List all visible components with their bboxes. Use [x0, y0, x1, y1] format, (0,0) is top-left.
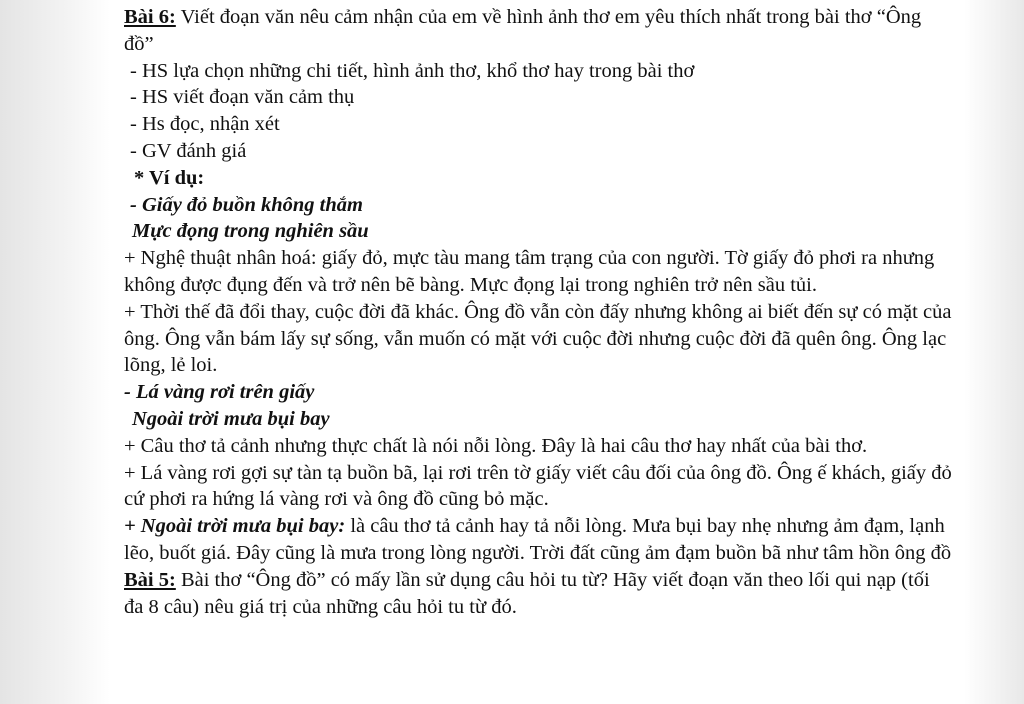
analysis-paragraph [124, 513, 954, 567]
analysis-paragraph: + Nghệ thuật nhân hoá: giấy đỏ, mực tàu mang tâm trạng của con người. Tờ giấy đỏ phơi ra nhưng không được đụng đến và trở nên bẽ bàng. Mực đọng lại trong nghiên trở nên sầu tủi. [124, 247, 935, 296]
page-shadow-left [0, 0, 110, 704]
verse-line: - Giấy đỏ buồn không thắm [130, 193, 363, 216]
verse-line: Ngoài trời mưa bụi bay [132, 407, 330, 430]
exercise-5-label: Bài 5: [124, 568, 176, 591]
exercise-6-label: Bài 6: [124, 6, 176, 28]
document-body [124, 4, 954, 620]
analysis-paragraph: + Câu thơ tả cảnh nhưng thực chất là nói nỗi lòng. Đây là hai câu thơ hay nhất của bài thơ. [124, 434, 868, 457]
verse-line: - Lá vàng rơi trên giấy [124, 381, 315, 404]
exercise-5-text: Bài thơ “Ông đồ” có mấy lần sử dụng câu hỏi tu từ? Hãy viết đoạn văn theo lối qui nạp (tối đa 8 câu) nêu giá trị của những câu hỏi tu từ đó. [124, 568, 930, 618]
analysis-paragraph: + Lá vàng rơi gợi sự tàn tạ buồn bã, lại rơi trên tờ giấy viết câu đối của ông đồ. Ông ế khách, giấy đỏ cứ phơi ra hứng lá vàng rơi và ông đồ cũng bỏ mặc. [124, 461, 952, 511]
page-shadow-right [964, 0, 1024, 704]
analysis-paragraph: + Thời thế đã đổi thay, cuộc đời đã khác. Ông đồ vẫn còn đấy nhưng không ai biết đến sự có mặt của ông. Ông vẫn bám lấy sự sống, vẫn muốn có mặt với cuộc đời nhưng cuộc đời đã quên ông. Ông lạc lõng, lẻ loi. [124, 300, 952, 377]
step-item: - GV đánh giá [130, 139, 247, 162]
exercise-6 [124, 4, 954, 58]
step-item: - HS viết đoạn văn cảm thụ [130, 86, 355, 109]
analysis-lead: + Ngoài trời mưa bụi bay: [124, 515, 346, 538]
step-item: - Hs đọc, nhận xét [130, 113, 280, 136]
verse-line: Mực đọng trong nghiên sầu [132, 220, 369, 243]
exercise-6-text: Viết đoạn văn nêu cảm nhận của em về hình ảnh thơ em yêu thích nhất trong bài thơ “Ông đồ” [124, 6, 922, 55]
exercise-5 [124, 567, 954, 621]
analysis-text: là câu thơ tả cảnh hay tả nỗi lòng. Mưa bụi bay nhẹ nhưng ảm đạm, lạnh lẽo, buốt giá. Đây cũng là mưa trong lòng người. Trời đất cũng ảm đạm buồn bã như tâm hồn ông đồ [124, 515, 952, 564]
example-heading: * Ví dụ: [134, 166, 205, 189]
step-item: - HS lựa chọn những chi tiết, hình ảnh thơ, khổ thơ hay trong bài thơ [130, 59, 695, 82]
